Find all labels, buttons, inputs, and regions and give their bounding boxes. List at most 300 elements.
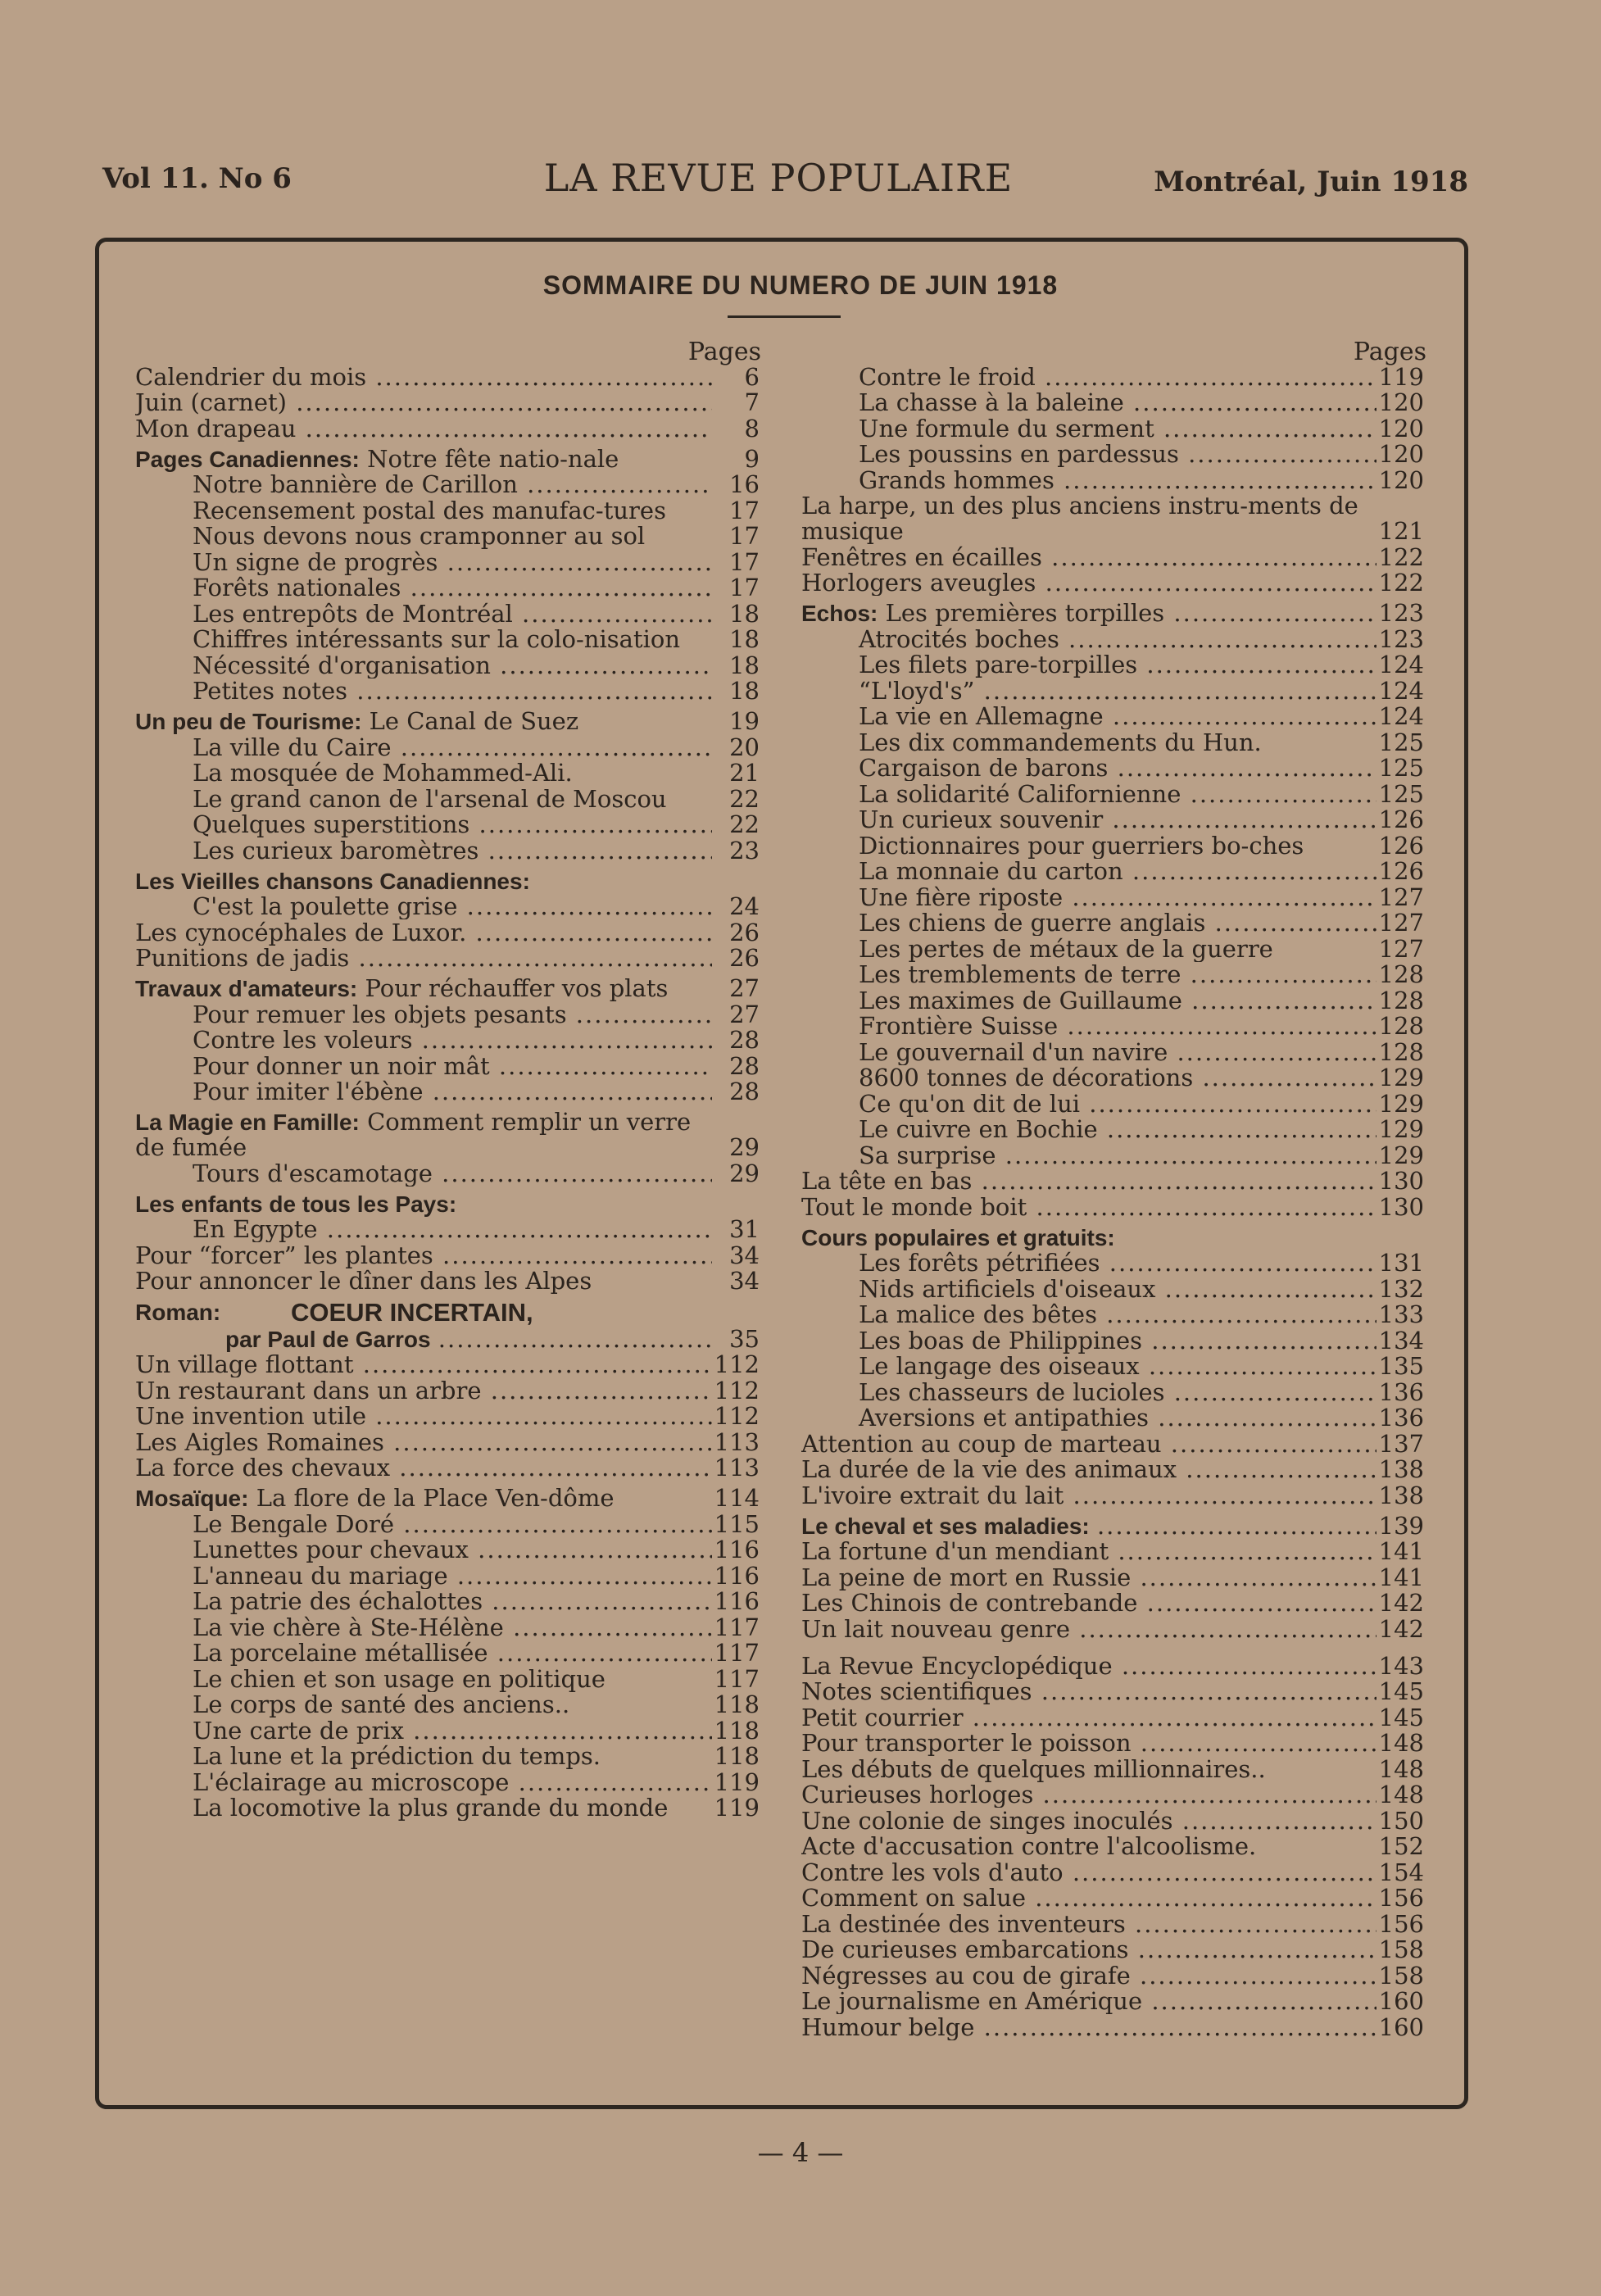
entry-title [801,859,1376,884]
toc-entry [801,1808,1424,1834]
entry-page: 26 [729,944,760,972]
entry-text: Les curieux baromètres [193,837,479,864]
entry-page: 23 [729,836,760,864]
entry-title [801,910,1376,936]
entry-title [135,1378,712,1404]
entry-text: Pour réchauffer vos plats [365,976,669,1001]
entry-text: La monnaie du carton [859,859,1123,884]
entry-text: Punitions de jadis [135,946,350,971]
toc-entry [801,1328,1424,1354]
toc-entry [135,920,760,946]
entry-title [135,365,712,390]
entry-page: 8 [744,414,760,442]
journal-title: LA REVUE POPULAIRE [543,156,1014,200]
entry-page: 134 [1378,1326,1424,1354]
toc-entry [135,1268,760,1294]
entry-text: Un signe de progrès [193,549,438,575]
entry-text: Tout le monde boit [801,1194,1027,1220]
toc-entry [801,624,1424,653]
section-heading [135,1191,760,1217]
entry-text: Les filets pare-torpilles [859,652,1138,678]
toc-entry [801,1429,1424,1458]
toc-entry [801,2012,1424,2041]
entry-page: 125 [1378,754,1424,782]
toc-entry [801,1302,1424,1327]
toc-entry [801,1860,1424,1885]
entry-text: Frontière Suisse [859,1014,1059,1039]
entry-title [135,894,712,919]
entry-page: 28 [729,1051,760,1080]
toc-entry [801,1679,1424,1704]
toc-entry [801,442,1424,467]
entry-page: 156 [1378,1909,1424,1938]
entry-text: Nous devons nous cramponner au sol [193,524,646,549]
entry-text: Contre les voleurs [193,1028,413,1053]
entry-text: Grands hommes [859,467,1054,493]
toc-entry [135,1718,760,1744]
toc-entry [135,444,760,473]
entry-title [135,1327,712,1352]
entry-page: 118 [714,1690,760,1718]
entry-text: Comment on salue [801,1885,1026,1911]
entry-title [135,1430,712,1455]
entry-page: 126 [1378,857,1424,885]
pages-heading-left [135,338,760,364]
entry-page: 17 [729,547,760,576]
entry-page: 112 [714,1376,760,1404]
entry-page: 119 [714,1767,760,1796]
entry-page: 29 [729,1133,760,1161]
entry-title [135,1028,712,1053]
entry-page: 24 [729,892,760,920]
entry-title [801,1065,1376,1091]
volume-number: Vol 11. No 6 [102,162,292,195]
entry-page: 113 [714,1454,760,1482]
entry-text: Les poussins en pardessus [859,442,1179,467]
entry-text: La harpe, un des plus anciens instru-ments de musique [801,493,1358,544]
entry-text: La fortune d'un mendiant [801,1539,1109,1564]
entry-title [801,2015,1376,2040]
entry-title [135,390,712,415]
entry-text: Les Chinois de contrebande [801,1590,1138,1616]
entry-title [135,735,712,760]
entry-text: L'ivoire extrait du lait [801,1482,1064,1509]
toc-entry [801,362,1424,391]
entry-page: 34 [729,1267,760,1295]
toc-entry [801,756,1424,781]
toc-entry [135,1243,760,1268]
entry-title [801,807,1376,833]
page-number: — 4 — [757,2137,844,2168]
entry-page: 16 [729,470,760,498]
entry-title [801,756,1376,781]
toc-entry [135,946,760,971]
entry-title [801,1513,1376,1539]
entry-page: 122 [1378,542,1424,571]
entry-text: La lune et la prédiction du temps. [193,1744,601,1769]
entry-title [135,1243,712,1268]
toc-entry [135,362,760,391]
entry-title [801,1040,1376,1065]
entry-page: 129 [1378,1115,1424,1143]
entry-text: L'éclairage au microscope [193,1769,510,1795]
toc-entry [135,601,760,627]
entry-text: Tours d'escamotage [193,1160,433,1187]
entry-page: 130 [1378,1192,1424,1221]
entry-title [801,493,1376,544]
entry-title [135,1079,712,1105]
entry-page: 123 [1378,624,1424,653]
entry-title [135,976,712,1001]
entry-title [801,1117,1376,1142]
entry-text: Négresses au cou de girafe [801,1962,1131,1989]
toc-entry [135,1767,760,1796]
toc-entry [801,1513,1424,1539]
entry-page: 124 [1378,702,1424,730]
toc-entry [801,1457,1424,1482]
entry-title [801,1457,1376,1482]
entry-title [135,1589,712,1614]
section-lead: par Paul de Garros [225,1326,431,1352]
entry-text: Notre bannière de Carillon [193,472,518,497]
entry-page: 127 [1378,934,1424,963]
toc-entry [801,885,1424,910]
entry-text: Le Bengale Doré [193,1511,395,1537]
entry-page: 133 [1378,1300,1424,1328]
toc-entry [801,1354,1424,1379]
entry-text: Un village flottant [135,1352,354,1377]
entry-page: 125 [1378,728,1424,756]
entry-text: Un curieux souvenir [859,807,1104,833]
place-and-date: Montréal, Juin 1918 [1154,166,1468,198]
entry-title [801,570,1376,596]
toc-entry [135,1744,760,1769]
entry-title [801,1354,1376,1379]
toc-entry [801,1705,1424,1731]
entry-text: 8600 tonnes de décorations [859,1065,1194,1091]
entry-text: Les dix commandements du Hun. [859,729,1262,756]
entry-text: Chiffres intéressants sur la colo-nisation [193,627,680,652]
entry-title [135,946,712,971]
entry-title [801,1679,1376,1704]
toc-entry [801,493,1424,544]
entry-title [135,1795,712,1821]
entry-page: 154 [1378,1858,1424,1886]
entry-title [801,782,1376,807]
entry-page: 34 [729,1241,760,1269]
entry-title [135,1667,712,1692]
section-lead: Travaux d'amateurs: [135,976,358,1001]
entry-page: 27 [729,1000,760,1028]
toc-entry [135,760,760,786]
entry-page: 132 [1378,1274,1424,1303]
entry-title [135,1744,712,1769]
left-column [135,338,760,1821]
entry-title [801,988,1376,1014]
entry-page: 156 [1378,1884,1424,1912]
toc-entry [801,1274,1424,1303]
toc-entry [135,812,760,837]
entry-page: 137 [1378,1429,1424,1458]
entry-page: 115 [714,1509,760,1538]
entry-text: Un restaurant dans un arbre [135,1377,482,1404]
entry-page: 113 [714,1427,760,1456]
toc-entry [135,1615,760,1640]
entry-text: Calendrier du mois [135,364,367,390]
toc-entry [135,524,760,549]
entry-page: 116 [714,1536,760,1563]
toc-entry [801,1037,1424,1066]
entry-title [135,1352,712,1377]
entry-title [135,472,712,497]
entry-page: 125 [1378,779,1424,808]
toc-entry [801,1782,1424,1808]
toc-entry [135,1692,760,1717]
entry-text: Une formule du serment [859,415,1154,442]
toc-entry [135,1537,760,1563]
entry-title [801,1808,1376,1834]
entry-page: 145 [1378,1677,1424,1705]
entry-title [135,838,712,864]
toc-entry [801,1539,1424,1564]
entry-text: Lunettes pour chevaux [193,1537,469,1563]
toc-entry [801,1168,1424,1194]
entry-page: 17 [729,574,760,601]
toc-entry [135,416,760,442]
entry-page: 18 [729,677,760,705]
entry-text: Notes scientifiques [801,1679,1032,1704]
entry-text: Les chasseurs de lucioles [859,1379,1165,1405]
toc-entry [135,678,760,704]
entry-title: Les Vieilles chansons Canadiennes: [135,868,530,894]
toc-entry [801,1963,1424,1989]
toc-entry [801,652,1424,678]
entry-title [135,920,712,946]
entry-text: Les tremblements de terre [859,962,1181,987]
entry-page: 143 [1378,1651,1424,1680]
entry-title [801,1195,1376,1220]
entry-title [801,1705,1376,1731]
section-lead: Pages Canadiennes: [135,446,360,472]
toc-entry [135,1051,760,1080]
entry-title [135,498,712,524]
entry-title [135,550,712,575]
toc-entry [135,1161,760,1187]
entry-text: Humour belge [801,2014,975,2040]
entry-text: Les débuts de quelques millionnaires.. [801,1756,1266,1782]
entry-page: 139 [1378,1511,1424,1540]
entry-page: 31 [729,1215,760,1243]
entry-text: Recensement postal des manufac-tures [193,497,666,524]
toc-entry [135,1079,760,1105]
entry-page: 136 [1378,1404,1424,1432]
toc-entry [801,1937,1424,1962]
entry-text: Atrocités boches [859,626,1059,652]
entry-text: Le chien et son usage en politique [193,1666,605,1692]
entry-title [135,1161,712,1187]
entry-page: 130 [1378,1167,1424,1195]
entry-title [801,1757,1376,1782]
toc-entry [801,1192,1424,1221]
toc-entry [135,390,760,415]
toc-entry [801,1565,1424,1590]
entry-title [135,1486,712,1511]
title-rule [728,315,841,318]
entry-page: 160 [1378,1987,1424,2015]
entry-title [135,1563,712,1589]
entry-text: La solidarité Californienne [859,781,1181,807]
entry-title [801,1380,1376,1405]
section-lead: Le cheval et ses maladies: [801,1513,1090,1539]
entry-title [801,1091,1376,1117]
entry-text: La destinée des inventeurs [801,1911,1126,1937]
entry-title [135,524,712,549]
entry-title [801,1539,1376,1564]
right-column [801,338,1424,2040]
entry-title [135,787,712,812]
toc-entry [801,779,1424,808]
entry-page: 136 [1378,1377,1424,1406]
toc-entry [135,1589,760,1614]
toc-entry [801,934,1424,963]
entry-text: Pour donner un noir mât [193,1053,490,1079]
entry-page: 120 [1378,388,1424,416]
entry-title [801,885,1376,910]
entry-title [801,1250,1376,1276]
entry-title [135,653,712,678]
toc-entry [801,833,1424,859]
pages-heading-right [801,338,1424,364]
sommaire-title: SOMMAIRE DU NUMERO DE JUIN 1918 [542,270,1059,300]
section-heading [801,1225,1424,1250]
entry-page: 128 [1378,1012,1424,1040]
entry-page: 129 [1378,1089,1424,1118]
entry-text: Dictionnaires pour guerriers bo-ches [859,833,1304,859]
entry-text: La chasse à la baleine [859,390,1124,415]
pages-label: Pages [687,338,761,366]
entry-page: 22 [729,810,760,838]
entry-title [801,652,1376,678]
toc-entry [801,962,1424,987]
entry-page: 117 [714,1664,760,1693]
entry-text: Forêts nationales [193,575,401,601]
toc-entry [801,678,1424,704]
entry-title [135,1615,712,1640]
toc-entry [801,570,1424,596]
entry-title [135,1002,712,1028]
entry-text: Les chiens de guerre anglais [859,910,1206,936]
toc-entry [801,416,1424,442]
roman-label: Roman: [135,1300,221,1325]
entry-page: 150 [1378,1806,1424,1835]
entry-page: 135 [1378,1352,1424,1380]
entry-title [801,1617,1376,1642]
entry-text: Pour imiter l'ébène [193,1079,424,1105]
entry-title [801,704,1376,729]
entry-page: 120 [1378,440,1424,468]
entry-text: Sa surprise [859,1142,996,1168]
entry-title [801,1590,1376,1616]
left-entries [135,362,760,1822]
entry-text: La vie chère à Ste-Hélène [193,1614,504,1640]
entry-text: Petit courrier [801,1704,964,1731]
entry-page: 120 [1378,414,1424,442]
toc-entry [135,709,760,734]
pages-label: Pages [1353,338,1426,366]
toc-entry [801,1590,1424,1616]
entry-text: Les forêts pétrifiées [859,1250,1100,1276]
entry-title [801,601,1376,626]
entry-text: Horlogers aveugles [801,570,1036,596]
toc-entry [801,807,1424,833]
entry-title [135,575,712,601]
toc-entry [135,1028,760,1053]
entry-page: 129 [1378,1141,1424,1169]
entry-title [135,1537,712,1563]
entry-text: La ville du Caire [193,734,392,760]
entry-text: La flore de la Place Ven-dôme [256,1486,615,1511]
entry-title [801,962,1376,987]
toc-entry [801,1614,1424,1643]
entry-title [801,365,1376,390]
entry-text: La porcelaine métallisée [193,1640,488,1666]
entry-page: 120 [1378,465,1424,494]
entry-text: Pour remuer les objets pesants [193,1001,567,1028]
entry-title [801,1731,1376,1756]
roman-heading [135,1299,760,1326]
entry-page: 119 [1378,362,1424,391]
entry-page: 128 [1378,1037,1424,1066]
entry-title [801,545,1376,570]
entry-title [135,1640,712,1666]
roman-title: COEUR INCERTAIN, [291,1298,533,1327]
toc-entry [801,1909,1424,1938]
entry-text: La vie en Allemagne [859,704,1104,729]
entry-title: Les enfants de tous les Pays: [135,1191,457,1217]
section-lead: La Magie en Famille: [135,1109,360,1135]
entry-page: 128 [1378,986,1424,1014]
entry-page: 126 [1378,831,1424,860]
entry-text: De curieuses embarcations [801,1937,1129,1962]
entry-text: Le cuivre en Bochie [859,1117,1098,1142]
entry-page: 114 [714,1484,760,1512]
entry-title [801,1654,1376,1679]
entry-text: Une fière riposte [859,884,1064,910]
toc-entry [801,465,1424,494]
toc-entry [801,390,1424,415]
toc-entry [135,472,760,497]
entry-title [135,601,712,627]
toc-entry [135,627,760,652]
entry-text: La peine de mort en Russie [801,1564,1132,1590]
entry-title [801,1782,1376,1808]
entry-text: Un lait nouveau genre [801,1616,1071,1642]
entry-title [135,1109,712,1160]
entry-text: Le gouvernail d'un navire [859,1039,1168,1065]
entry-title [801,416,1376,442]
entry-page: 128 [1378,960,1424,988]
toc-entry [801,1885,1424,1911]
entry-page: 28 [729,1078,760,1105]
toc-entry [801,1143,1424,1168]
entry-page: 148 [1378,1754,1424,1783]
toc-entry [801,1405,1424,1431]
entry-page: 138 [1378,1481,1424,1509]
entry-title [135,416,712,442]
entry-text: La malice des bêtes [859,1302,1097,1327]
section-heading [135,869,760,894]
entry-text: Curieuses horloges [801,1782,1034,1808]
